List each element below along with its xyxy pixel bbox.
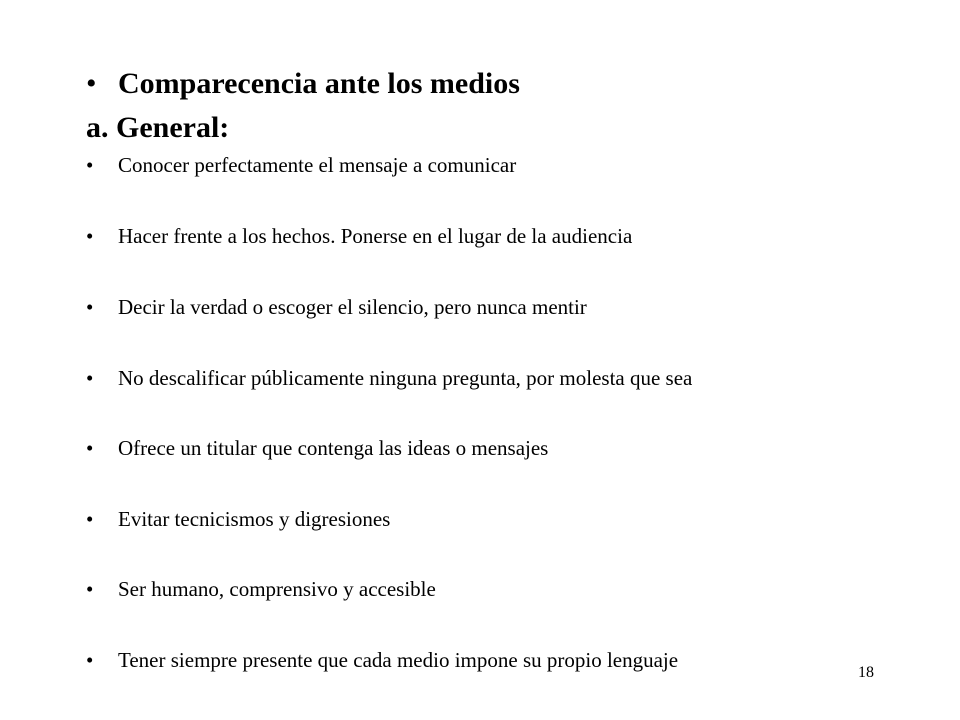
list-item-text: Hacer frente a los hechos. Ponerse en el lugar de la audiencia	[118, 224, 633, 248]
slide-heading	[86, 67, 520, 101]
slide-title: Comparecencia ante los medios	[118, 67, 520, 100]
list-item	[86, 224, 632, 249]
bullet-icon: •	[86, 67, 97, 100]
bullet-icon: •	[86, 648, 94, 672]
bullet-icon: •	[86, 153, 94, 177]
bullet-icon: •	[86, 224, 94, 248]
list-item-text: Evitar tecnicismos y digresiones	[118, 507, 391, 531]
page-number: 18	[858, 664, 874, 681]
list-item	[86, 436, 548, 461]
bullet-icon: •	[86, 577, 94, 601]
list-item-text: Ofrece un titular que contenga las ideas o mensajes	[118, 436, 549, 460]
list-item	[86, 648, 678, 673]
bullet-icon: •	[86, 366, 94, 390]
list-item	[86, 577, 436, 602]
list-item	[86, 507, 390, 532]
list-item-text: Tener siempre presente que cada medio impone su propio lenguaje	[118, 648, 679, 672]
bullet-icon: •	[86, 507, 94, 531]
list-item-text: No descalificar públicamente ninguna pregunta, por molesta que sea	[118, 366, 693, 390]
section-subtitle: a. General:	[86, 111, 230, 144]
list-item-text: Conocer perfectamente el mensaje a comunicar	[118, 153, 517, 177]
list-item-text: Ser humano, comprensivo y accesible	[118, 577, 436, 601]
list-item	[86, 366, 692, 391]
list-item-text: Decir la verdad o escoger el silencio, pero nunca mentir	[118, 295, 587, 319]
list-item	[86, 153, 516, 178]
bullet-icon: •	[86, 295, 94, 319]
bullet-icon: •	[86, 436, 94, 460]
list-item	[86, 295, 587, 320]
